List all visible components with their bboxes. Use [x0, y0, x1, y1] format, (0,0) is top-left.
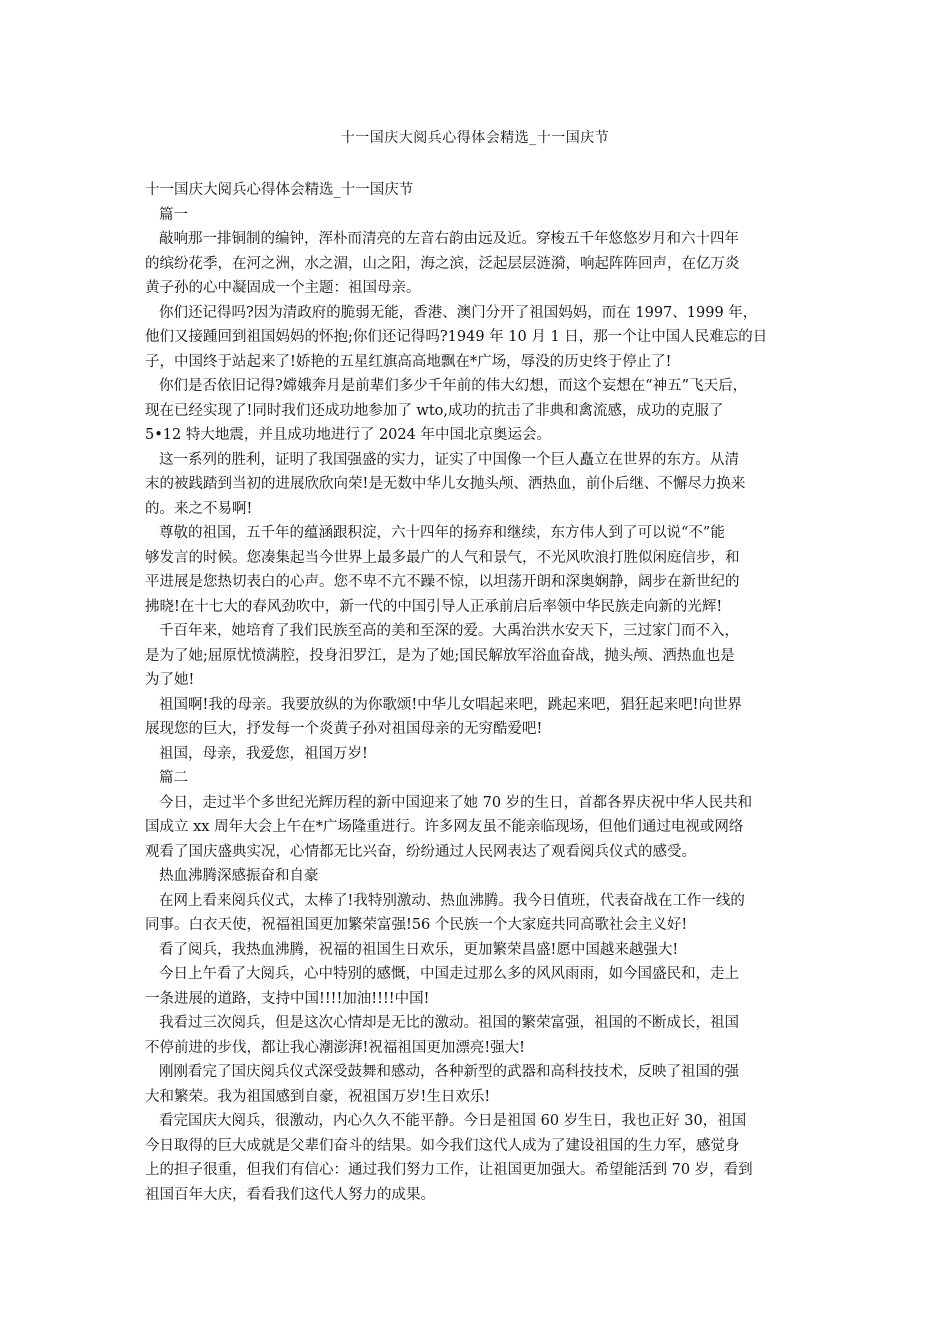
text-line: 祖国啊!我的母亲。我要放纵的为你歌颂!中华儿女唱起来吧，跳起来吧，猖狂起来吧!向世界 [159, 696, 742, 713]
text-line: 篇二 [159, 770, 188, 786]
text-line: 今日，走过半个多世纪光辉历程的新中国迎来了她 70 岁的生日，首都各界庆祝中华人民共和 [159, 794, 753, 811]
document-title: 十一国庆大阅兵心得体会精选_十一国庆节 [340, 130, 610, 146]
text-line: 篇一 [159, 206, 188, 223]
text-line: 观看了国庆盛典实况，心情都无比兴奋，纷纷通过人民网表达了观看阅兵仪式的感受。 [145, 843, 696, 860]
text-line: 他们又接踵回到祖国妈妈的怀抱;你们还记得吗?1949 年 10 月 1 日，那一个让中国人民难忘的日 [145, 329, 768, 345]
text-line: 今日取得的巨大成就是父辈们奋斗的结果。如今我们这代人成为了建设祖国的生力军，感觉身 [145, 1137, 740, 1154]
text-line: 拂晓!在十七大的春风劲吹中，新一代的中国引导人正承前启后率领中华民族走向新的光辉! [145, 598, 723, 615]
text-line: 够发言的时候。您凑集起当今世界上最多最广的人气和景气，不光风吹浪打胜似闲庭信步，和 [145, 549, 740, 566]
text-line: 末的被践踏到当初的进展欣欣向荣!是无数中华儿女抛头颅、洒热血，前仆后继、不懈尽力换来 [145, 476, 746, 492]
text-line: 一条进展的道路，支持中国!!!!加油!!!!中国! [145, 990, 430, 1007]
text-line: 尊敬的祖国，五千年的蕴涵跟积淀，六十四年的扬弃和继续，东方伟人到了可以说“不”能 [159, 525, 725, 541]
text-line: 的缤纷花季，在河之洲，水之湄，山之阳，海之滨，泛起层层涟漪，响起阵阵回声，在亿万炎 [145, 255, 740, 272]
text-line: 你们是否依旧记得?嫦娥奔月是前辈们多少千年前的伟大幻想，而这个妄想在“神五”飞天后， [159, 378, 748, 394]
text-line: 今日上午看了大阅兵，心中特别的感慨，中国走过那么多的风风雨雨，如今国盛民和，走上 [159, 966, 739, 982]
text-line: 子，中国终于站起来了!娇艳的五星红旗高高地飘在*广场，辱没的历史终于停止了! [145, 353, 672, 370]
document-body [145, 178, 813, 1207]
text-line: 的。来之不易啊! [145, 500, 253, 517]
text-line: 5•12 特大地震，并且成功地进行了 2024 年中国北京奥运会。 [145, 427, 551, 443]
text-line: 你们还记得吗?因为清政府的脆弱无能，香港、澳门分开了祖国妈妈，而在 1997、1999 年， [159, 304, 758, 321]
text-line: 是为了她;屈原忧愤满腔，投身汨罗江，是为了她;国民解放军浴血奋战，抛头颅、洒热血也是 [145, 647, 735, 664]
text-line: 在网上看来阅兵仪式，太棒了!我特别激动、热血沸腾。我今日值班，代表奋战在工作一线的 [159, 892, 745, 909]
text-line: 展现您的巨大，抒发每一个炎黄子孙对祖国母亲的无穷酷爱吧! [145, 721, 543, 737]
text-line: 为了她! [145, 672, 195, 688]
text-line: 上的担子很重，但我们有信心：通过我们努力工作，让祖国更加强大。希望能活到 70 岁，看到 [145, 1162, 753, 1178]
text-line: 热血沸腾深感振奋和自豪 [159, 868, 319, 884]
text-line: 我看过三次阅兵，但是这次心情却是无比的激动。祖国的繁荣富强，祖国的不断成长，祖国 [159, 1015, 739, 1031]
text-line: 看完国庆大阅兵，很激动，内心久久不能平静。今日是祖国 60 岁生日，我也正好 30，祖国 [159, 1113, 747, 1129]
text-line: 平进展是您热切表白的心声。您不卑不亢不躁不惊，以坦荡开朗和深奥娴静，阔步在新世纪的 [145, 574, 740, 590]
text-line: 这一系列的胜利，证明了我国强盛的实力，证实了中国像一个巨人矗立在世界的东方。从清 [159, 451, 739, 468]
text-line: 十一国庆大阅兵心得体会精选_十一国庆节 [145, 182, 414, 198]
text-line: 刚刚看完了国庆阅兵仪式深受鼓舞和感动，各种新型的武器和高科技技术，反映了祖国的强 [159, 1064, 739, 1080]
text-line: 看了阅兵，我热血沸腾，祝福的祖国生日欢乐，更加繁荣昌盛!愿中国越来越强大! [159, 941, 679, 958]
text-line: 千百年来，她培育了我们民族至高的美和至深的爱。大禹治洪水安天下，三过家门而不入， [159, 623, 739, 639]
text-line: 黄子孙的心中凝固成一个主题：祖国母亲。 [145, 280, 421, 296]
text-line: 现在已经实现了!同时我们还成功地参加了 wto,成功的抗击了非典和禽流感，成功的克服了 [145, 402, 724, 419]
text-line: 祖国，母亲，我爱您，祖国万岁! [159, 745, 368, 762]
text-line: 同事。白衣天使，祝福祖国更加繁荣富强!56 个民族一个大家庭共同高歌社会主义好! [145, 917, 688, 933]
text-line: 国成立 xx 周年大会上午在*广场隆重进行。许多网友虽不能亲临现场，但他们通过电视或网络 [145, 819, 744, 835]
text-line: 敲响那一排铜制的编钟，浑朴而清亮的左音右韵由远及近。穿梭五千年悠悠岁月和六十四年 [159, 231, 739, 247]
text-line: 大和繁荣。我为祖国感到自豪，祝祖国万岁!生日欢乐! [145, 1088, 491, 1105]
text-line: 不停前进的步伐，都让我心潮澎湃!祝福祖国更加漂亮!强大! [145, 1039, 525, 1056]
text-line: 祖国百年大庆，看看我们这代人努力的成果。 [145, 1186, 435, 1203]
